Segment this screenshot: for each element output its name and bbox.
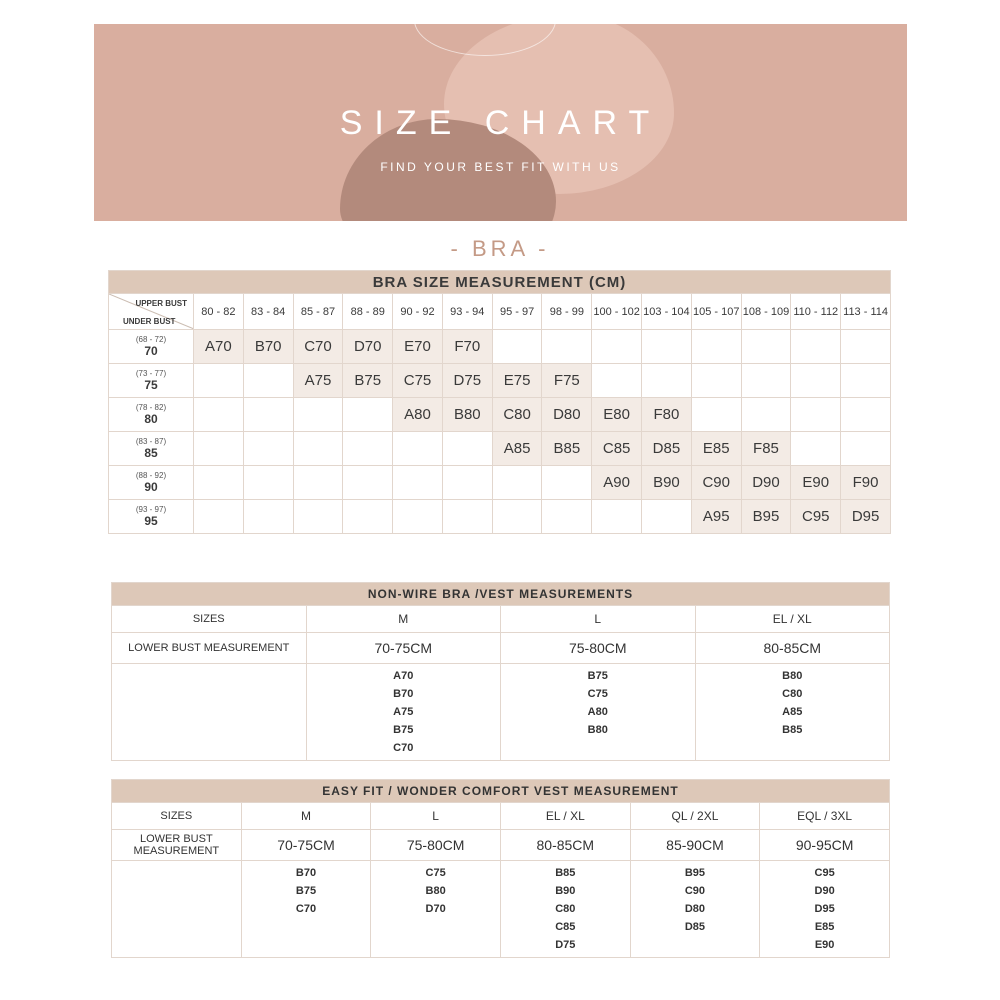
- size-list-item: C70: [393, 742, 414, 754]
- size-cell: A75: [293, 364, 343, 398]
- size-name: L: [371, 803, 501, 830]
- row-range: (78 - 82): [135, 403, 167, 412]
- banner: [94, 24, 907, 221]
- row-header: [109, 398, 194, 432]
- size-cell: [194, 466, 244, 500]
- size-list-item: D70: [425, 903, 446, 915]
- size-cell: [542, 500, 592, 534]
- size-cell: C75: [393, 364, 443, 398]
- size-cell: D95: [841, 500, 891, 534]
- size-list-item: B70: [295, 867, 317, 879]
- size-cell: [741, 330, 791, 364]
- size-cell: [194, 432, 244, 466]
- size-cell: [791, 432, 841, 466]
- size-list-item: A75: [393, 706, 414, 718]
- row-size: 80: [144, 412, 158, 426]
- size-list-item: C75: [425, 867, 446, 879]
- size-cell: D80: [542, 398, 592, 432]
- size-cell: E90: [791, 466, 841, 500]
- size-list-item: C75: [587, 688, 608, 700]
- size-cell: B95: [741, 500, 791, 534]
- measurement-value: 85-90CM: [630, 830, 760, 861]
- size-cell: D85: [642, 432, 692, 466]
- measurement-value: 80-85CM: [695, 633, 890, 664]
- size-name: M: [306, 606, 501, 633]
- size-name: EQL / 3XL: [760, 803, 890, 830]
- size-list-item: E90: [814, 939, 835, 951]
- size-name: L: [501, 606, 696, 633]
- size-cell: E75: [492, 364, 542, 398]
- size-list: [630, 861, 760, 958]
- banner-subtitle: FIND YOUR BEST FIT WITH US: [380, 160, 621, 174]
- size-list-item: C95: [814, 867, 835, 879]
- size-cell: [442, 500, 492, 534]
- size-list-item: C90: [684, 885, 706, 897]
- size-cell: B75: [343, 364, 393, 398]
- size-cell: [691, 330, 741, 364]
- column-header: 100 - 102: [592, 294, 642, 330]
- size-list-item: A80: [587, 706, 608, 718]
- size-cell: E85: [691, 432, 741, 466]
- size-cell: [393, 500, 443, 534]
- easyfit-table: [111, 779, 890, 958]
- sizes-label: SIZES: [112, 606, 307, 633]
- size-cell: [243, 432, 293, 466]
- size-cell: [542, 330, 592, 364]
- size-cell: [791, 330, 841, 364]
- size-cell: D90: [741, 466, 791, 500]
- size-list-item: B75: [587, 670, 608, 682]
- size-name: EL / XL: [500, 803, 630, 830]
- size-cell: [841, 330, 891, 364]
- column-header: 80 - 82: [194, 294, 244, 330]
- size-cell: F75: [542, 364, 592, 398]
- size-cell: C90: [691, 466, 741, 500]
- size-cell: B90: [642, 466, 692, 500]
- size-list: [760, 861, 890, 958]
- row-range: (93 - 97): [135, 505, 167, 514]
- size-list-item: D90: [814, 885, 835, 897]
- size-list-item: C80: [782, 688, 803, 700]
- size-cell: A90: [592, 466, 642, 500]
- size-list-item: B85: [782, 724, 803, 736]
- size-list: [501, 664, 696, 761]
- size-list: [241, 861, 371, 958]
- size-cell: [691, 364, 741, 398]
- size-cell: [791, 398, 841, 432]
- size-cell: B70: [243, 330, 293, 364]
- size-cell: C85: [592, 432, 642, 466]
- size-cell: [194, 500, 244, 534]
- size-cell: [343, 500, 393, 534]
- row-size: 70: [144, 344, 158, 358]
- size-cell: [243, 364, 293, 398]
- banner-title: SIZE CHART: [339, 104, 662, 142]
- size-cell: [343, 466, 393, 500]
- row-header: [109, 330, 194, 364]
- column-header: 108 - 109: [741, 294, 791, 330]
- size-cell: [741, 364, 791, 398]
- upper-bust-label: UPPER BUST: [135, 299, 187, 308]
- size-cell: [293, 432, 343, 466]
- size-list-item: D80: [684, 903, 706, 915]
- size-list-item: B80: [587, 724, 608, 736]
- size-cell: [841, 398, 891, 432]
- size-cell: [293, 466, 343, 500]
- row-header: [109, 432, 194, 466]
- size-cell: [442, 432, 492, 466]
- size-cell: [642, 500, 692, 534]
- row-size: 75: [144, 378, 158, 392]
- column-header: 85 - 87: [293, 294, 343, 330]
- column-header: 98 - 99: [542, 294, 592, 330]
- size-list-item: A85: [782, 706, 803, 718]
- row-range: (68 - 72): [135, 335, 167, 344]
- size-list-item: C80: [555, 903, 576, 915]
- size-cell: [343, 398, 393, 432]
- column-header: 103 - 104: [642, 294, 692, 330]
- size-cell: C95: [791, 500, 841, 534]
- row-range: (88 - 92): [135, 471, 167, 480]
- size-list-item: A70: [393, 670, 414, 682]
- column-header: 83 - 84: [243, 294, 293, 330]
- size-list-item: B75: [393, 724, 414, 736]
- size-list: [500, 861, 630, 958]
- sizes-label: SIZES: [112, 803, 242, 830]
- size-cell: [642, 330, 692, 364]
- size-cell: A80: [393, 398, 443, 432]
- size-cell: [691, 398, 741, 432]
- size-cell: F85: [741, 432, 791, 466]
- size-cell: [642, 364, 692, 398]
- size-cell: [492, 330, 542, 364]
- size-name: EL / XL: [695, 606, 890, 633]
- row-header: [109, 500, 194, 534]
- size-cell: [243, 500, 293, 534]
- column-header: 88 - 89: [343, 294, 393, 330]
- row-range: (73 - 77): [135, 369, 167, 378]
- size-cell: D70: [343, 330, 393, 364]
- size-name: QL / 2XL: [630, 803, 760, 830]
- size-cell: [741, 398, 791, 432]
- size-cell: A70: [194, 330, 244, 364]
- size-list-item: B80: [782, 670, 803, 682]
- size-cell: [542, 466, 592, 500]
- size-list-item: D85: [684, 921, 706, 933]
- empty-cell: [112, 664, 307, 761]
- size-list: [371, 861, 501, 958]
- size-list-item: B75: [295, 885, 317, 897]
- size-name: M: [241, 803, 371, 830]
- size-list-item: C85: [555, 921, 576, 933]
- bra-size-table: [108, 270, 891, 534]
- row-header: [109, 466, 194, 500]
- size-list-item: B90: [555, 885, 576, 897]
- row-range: (83 - 87): [135, 437, 167, 446]
- size-list-item: B95: [684, 867, 706, 879]
- size-cell: [194, 364, 244, 398]
- corner-cell: [109, 294, 194, 330]
- size-cell: [592, 500, 642, 534]
- size-cell: [492, 466, 542, 500]
- table-header: NON-WIRE BRA /VEST MEASUREMENTS: [112, 583, 890, 606]
- size-list-item: C70: [295, 903, 317, 915]
- size-cell: [343, 432, 393, 466]
- measurement-label: LOWER BUST MEASUREMENT: [112, 633, 307, 664]
- column-header: 95 - 97: [492, 294, 542, 330]
- size-list: [695, 664, 890, 761]
- row-size: 95: [144, 514, 158, 528]
- column-header: 93 - 94: [442, 294, 492, 330]
- size-cell: [492, 500, 542, 534]
- size-cell: A85: [492, 432, 542, 466]
- size-cell: F90: [841, 466, 891, 500]
- size-cell: D75: [442, 364, 492, 398]
- column-header: 90 - 92: [393, 294, 443, 330]
- size-cell: B85: [542, 432, 592, 466]
- size-cell: [393, 466, 443, 500]
- size-cell: [841, 364, 891, 398]
- size-cell: [293, 500, 343, 534]
- size-cell: B80: [442, 398, 492, 432]
- size-cell: [592, 330, 642, 364]
- measurement-value: 75-80CM: [371, 830, 501, 861]
- size-list-item: B80: [425, 885, 446, 897]
- size-cell: [194, 398, 244, 432]
- size-cell: [393, 432, 443, 466]
- measurement-label: LOWER BUST MEASUREMENT: [112, 830, 242, 861]
- size-list-item: D95: [814, 903, 835, 915]
- size-list-item: B85: [555, 867, 576, 879]
- size-cell: [791, 364, 841, 398]
- column-header: 105 - 107: [691, 294, 741, 330]
- measurement-value: 70-75CM: [241, 830, 371, 861]
- measurement-value: 75-80CM: [501, 633, 696, 664]
- row-header: [109, 364, 194, 398]
- size-cell: [841, 432, 891, 466]
- measurement-value: 70-75CM: [306, 633, 501, 664]
- measurement-value: 90-95CM: [760, 830, 890, 861]
- size-cell: F80: [642, 398, 692, 432]
- column-header: 110 - 112: [791, 294, 841, 330]
- table-header: EASY FIT / WONDER COMFORT VEST MEASUREMENT: [112, 780, 890, 803]
- size-list-item: D75: [555, 939, 576, 951]
- size-cell: C70: [293, 330, 343, 364]
- column-header: 113 - 114: [841, 294, 891, 330]
- size-cell: A95: [691, 500, 741, 534]
- size-cell: [592, 364, 642, 398]
- nonwire-table: [111, 582, 890, 761]
- size-cell: F70: [442, 330, 492, 364]
- size-cell: [442, 466, 492, 500]
- size-list-item: B70: [393, 688, 414, 700]
- under-bust-label: UNDER BUST: [123, 317, 176, 326]
- empty-cell: [112, 861, 242, 958]
- row-size: 85: [144, 446, 158, 460]
- size-cell: E70: [393, 330, 443, 364]
- size-list: [306, 664, 501, 761]
- table-header: BRA SIZE MEASUREMENT (CM): [109, 271, 891, 294]
- section-title: - BRA -: [450, 236, 550, 261]
- size-cell: [243, 466, 293, 500]
- size-cell: [293, 398, 343, 432]
- size-list-item: E85: [814, 921, 835, 933]
- size-cell: E80: [592, 398, 642, 432]
- row-size: 90: [144, 480, 158, 494]
- measurement-value: 80-85CM: [500, 830, 630, 861]
- size-cell: [243, 398, 293, 432]
- size-cell: C80: [492, 398, 542, 432]
